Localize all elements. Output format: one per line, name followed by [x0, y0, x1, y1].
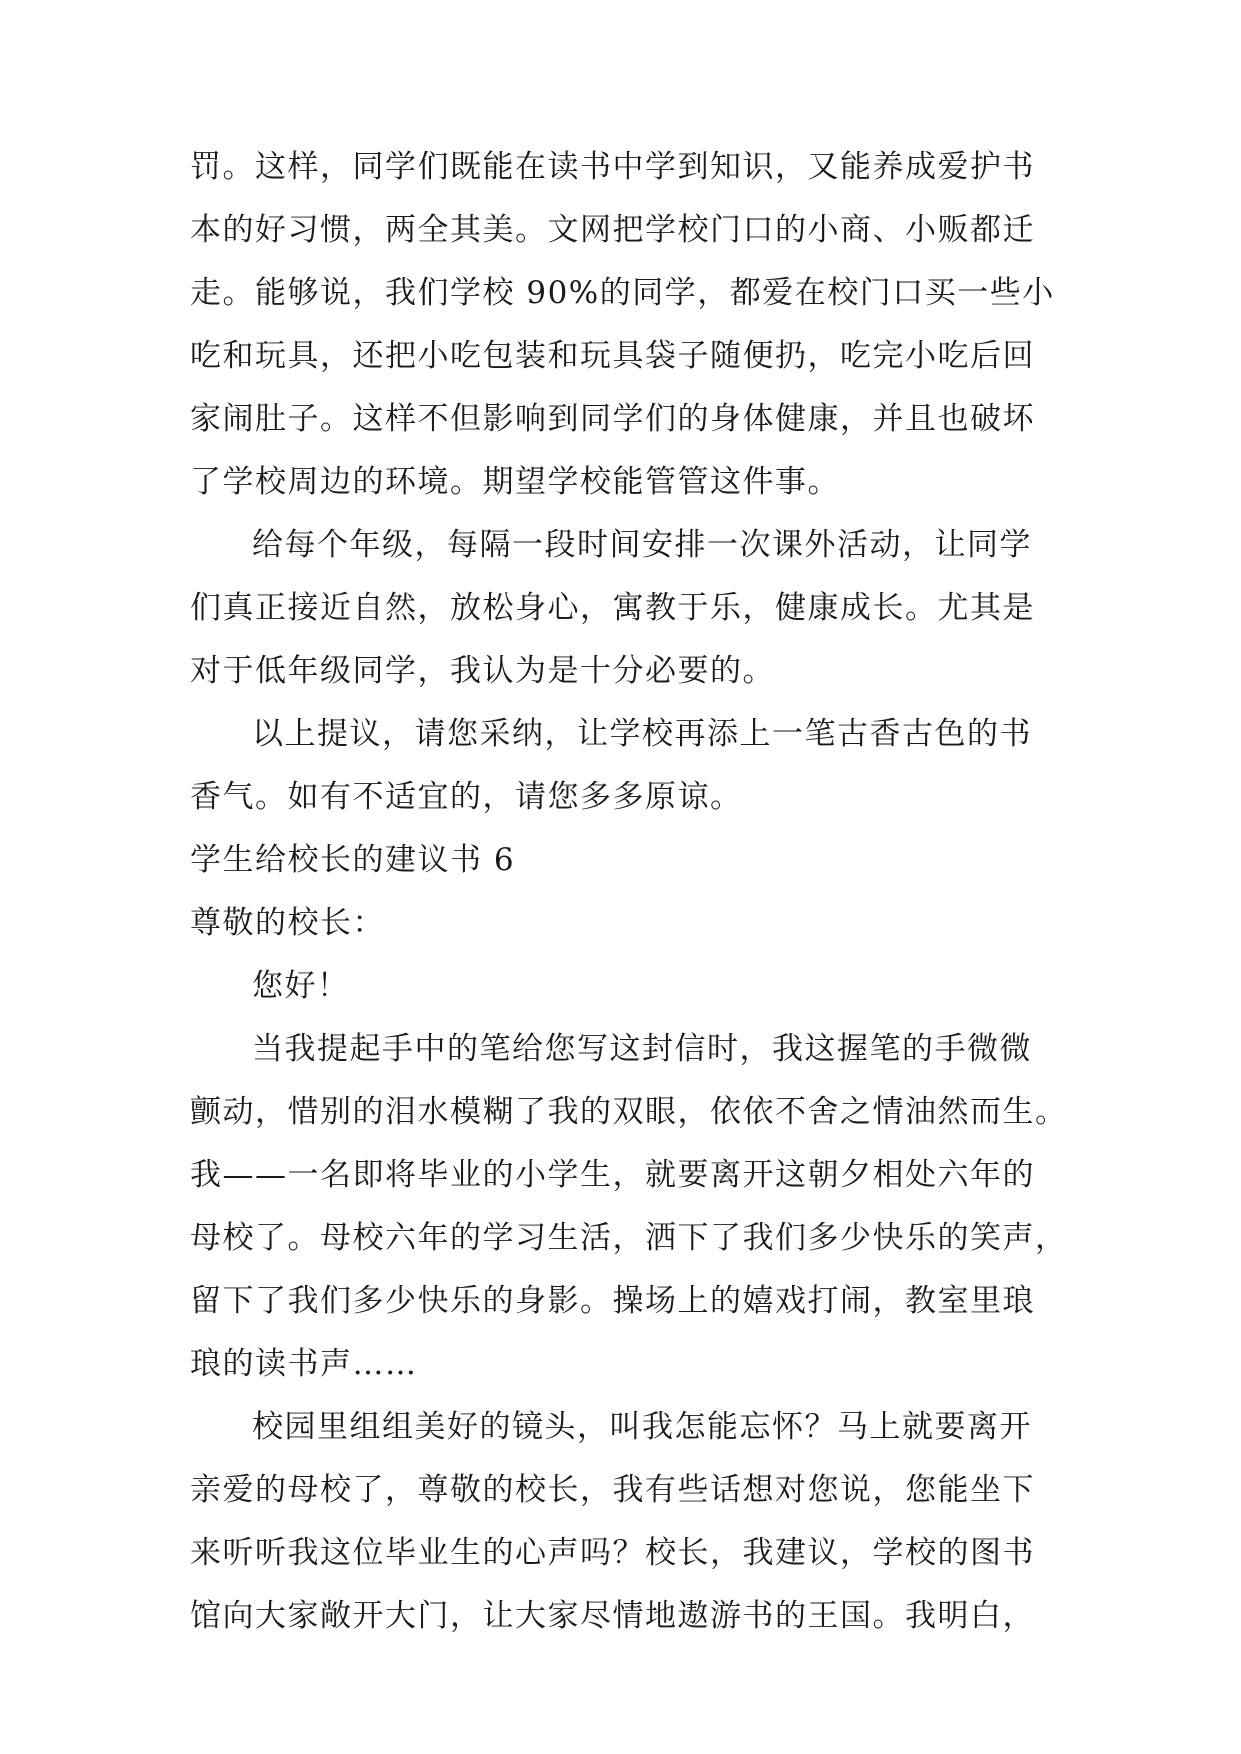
text-line: 留下了我们多少快乐的身影。操场上的嬉戏打闹，教室里琅 [190, 1283, 1035, 1319]
text-line: 母校了。母校六年的学习生活，洒下了我们多少快乐的笑声， [190, 1220, 1068, 1256]
paragraph-start: 当我提起手中的笔给您写这封信时，我这握笔的手微微 [252, 1031, 1032, 1067]
text-line: 本的好习惯，两全其美。文网把学校门口的小商、小贩都迁 [190, 212, 1035, 248]
text-line: 琅的读书声…… [190, 1346, 418, 1382]
text-line: 颤动，惜别的泪水模糊了我的双眼，依依不舍之情油然而生。 [190, 1094, 1068, 1130]
salutation: 尊敬的校长： [190, 905, 385, 941]
text-line: 们真正接近自然，放松身心，寓教于乐，健康成长。尤其是 [190, 590, 1035, 626]
paragraph-start: 以上提议，请您采纳，让学校再添上一笔古香古色的书 [252, 716, 1032, 752]
text-line: 我——一名即将毕业的小学生，就要离开这朝夕相处六年的 [190, 1157, 1035, 1193]
text-line: 家闹肚子。这样不但影响到同学们的身体健康，并且也破坏 [190, 401, 1035, 437]
text-line: 馆向大家敞开大门，让大家尽情地遨游书的王国。我明白， [190, 1598, 1035, 1634]
paragraph-start: 给每个年级，每隔一段时间安排一次课外活动，让同学 [252, 527, 1032, 563]
text-line: 亲爱的母校了，尊敬的校长，我有些话想对您说，您能坐下 [190, 1472, 1035, 1508]
paragraph-start: 校园里组组美好的镜头，叫我怎能忘怀？马上就要离开 [252, 1409, 1032, 1445]
text-line: 了学校周边的环境。期望学校能管管这件事。 [190, 464, 840, 500]
text-line: 罚。这样，同学们既能在读书中学到知识，又能养成爱护书 [190, 149, 1035, 185]
text-line: 对于低年级同学，我认为是十分必要的。 [190, 653, 775, 689]
greeting: 您好！ [252, 968, 350, 1004]
text-line: 吃和玩具，还把小吃包装和玩具袋子随便扔，吃完小吃后回 [190, 338, 1035, 374]
text-line: 来听听我这位毕业生的心声吗？校长，我建议，学校的图书 [190, 1535, 1035, 1571]
section-title: 学生给校长的建议书 6 [190, 842, 516, 878]
text-line: 走。能够说，我们学校 90%的同学，都爱在校门口买一些小 [190, 275, 1055, 311]
text-line: 香气。如有不适宜的，请您多多原谅。 [190, 779, 743, 815]
